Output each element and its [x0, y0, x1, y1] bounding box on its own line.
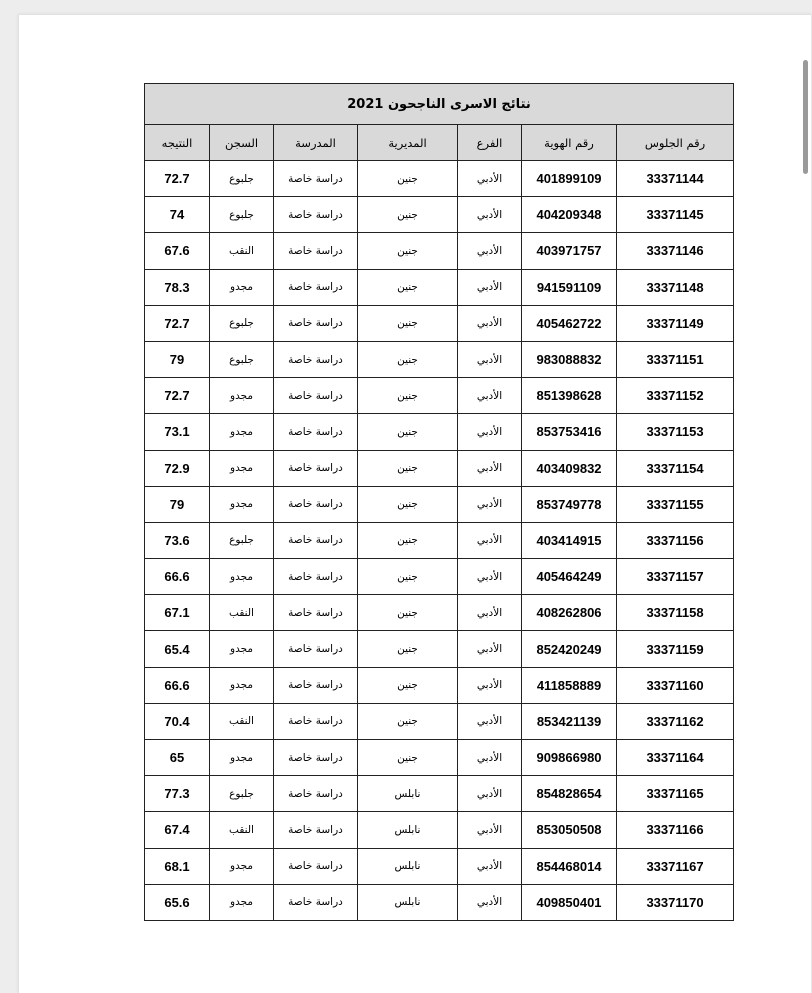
prison-cell: مجدو — [210, 269, 274, 305]
table-row — [145, 631, 734, 667]
table-row — [145, 740, 734, 776]
id-number-cell: 909866980 — [522, 740, 617, 776]
id-number-cell: 852420249 — [522, 631, 617, 667]
id-number-cell: 404209348 — [522, 197, 617, 233]
seat-number-cell: 33371158 — [617, 595, 734, 631]
branch-cell: الأدبي — [458, 341, 522, 377]
table-row — [145, 414, 734, 450]
seat-number-cell: 33371153 — [617, 414, 734, 450]
column-header-branch: الفرع — [458, 125, 522, 161]
table-row — [145, 776, 734, 812]
prison-cell: جلبوع — [210, 197, 274, 233]
branch-cell: الأدبي — [458, 161, 522, 197]
table-row — [145, 341, 734, 377]
prison-cell: النقب — [210, 703, 274, 739]
directorate-cell: جنين — [358, 233, 458, 269]
school-cell: دراسة خاصة — [274, 450, 358, 486]
result-cell: 73.1 — [145, 414, 210, 450]
result-cell: 65.4 — [145, 631, 210, 667]
id-number-cell: 854468014 — [522, 848, 617, 884]
school-cell: دراسة خاصة — [274, 884, 358, 920]
directorate-cell: جنين — [358, 450, 458, 486]
table-row — [145, 595, 734, 631]
prison-cell: مجدو — [210, 378, 274, 414]
directorate-cell: جنين — [358, 486, 458, 522]
branch-cell: الأدبي — [458, 559, 522, 595]
id-number-cell: 403409832 — [522, 450, 617, 486]
prison-cell: مجدو — [210, 848, 274, 884]
directorate-cell: جنين — [358, 341, 458, 377]
column-header-prison: السجن — [210, 125, 274, 161]
directorate-cell: جنين — [358, 703, 458, 739]
id-number-cell: 941591109 — [522, 269, 617, 305]
result-cell: 66.6 — [145, 667, 210, 703]
table-row — [145, 161, 734, 197]
table-row — [145, 233, 734, 269]
directorate-cell: جنين — [358, 305, 458, 341]
id-number-cell: 408262806 — [522, 595, 617, 631]
seat-number-cell: 33371170 — [617, 884, 734, 920]
table-row — [145, 848, 734, 884]
branch-cell: الأدبي — [458, 378, 522, 414]
directorate-cell: جنين — [358, 161, 458, 197]
directorate-cell: نابلس — [358, 884, 458, 920]
result-cell: 67.6 — [145, 233, 210, 269]
branch-cell: الأدبي — [458, 486, 522, 522]
table-row — [145, 269, 734, 305]
school-cell: دراسة خاصة — [274, 667, 358, 703]
school-cell: دراسة خاصة — [274, 631, 358, 667]
id-number-cell: 403971757 — [522, 233, 617, 269]
branch-cell: الأدبي — [458, 305, 522, 341]
table-row — [145, 812, 734, 848]
id-number-cell: 405462722 — [522, 305, 617, 341]
directorate-cell: نابلس — [358, 812, 458, 848]
school-cell: دراسة خاصة — [274, 486, 358, 522]
directorate-cell: جنين — [358, 414, 458, 450]
prison-cell: مجدو — [210, 559, 274, 595]
seat-number-cell: 33371164 — [617, 740, 734, 776]
prison-cell: جلبوع — [210, 776, 274, 812]
branch-cell: الأدبي — [458, 776, 522, 812]
branch-cell: الأدبي — [458, 812, 522, 848]
seat-number-cell: 33371156 — [617, 522, 734, 558]
column-header-result: النتيجه — [145, 125, 210, 161]
id-number-cell: 853753416 — [522, 414, 617, 450]
seat-number-cell: 33371157 — [617, 559, 734, 595]
seat-number-cell: 33371152 — [617, 378, 734, 414]
branch-cell: الأدبي — [458, 884, 522, 920]
result-cell: 72.9 — [145, 450, 210, 486]
prison-cell: جلبوع — [210, 161, 274, 197]
result-cell: 66.6 — [145, 559, 210, 595]
table-header-row — [145, 125, 734, 161]
id-number-cell: 851398628 — [522, 378, 617, 414]
prison-cell: النقب — [210, 233, 274, 269]
directorate-cell: جنين — [358, 378, 458, 414]
seat-number-cell: 33371167 — [617, 848, 734, 884]
result-cell: 77.3 — [145, 776, 210, 812]
seat-number-cell: 33371159 — [617, 631, 734, 667]
seat-number-cell: 33371160 — [617, 667, 734, 703]
result-cell: 78.3 — [145, 269, 210, 305]
school-cell: دراسة خاصة — [274, 559, 358, 595]
prison-cell: مجدو — [210, 450, 274, 486]
prison-cell: جلبوع — [210, 341, 274, 377]
branch-cell: الأدبي — [458, 450, 522, 486]
result-cell: 67.1 — [145, 595, 210, 631]
seat-number-cell: 33371162 — [617, 703, 734, 739]
branch-cell: الأدبي — [458, 848, 522, 884]
directorate-cell: جنين — [358, 197, 458, 233]
seat-number-cell: 33371154 — [617, 450, 734, 486]
school-cell: دراسة خاصة — [274, 595, 358, 631]
directorate-cell: جنين — [358, 740, 458, 776]
seat-number-cell: 33371155 — [617, 486, 734, 522]
branch-cell: الأدبي — [458, 631, 522, 667]
table-row — [145, 378, 734, 414]
prison-cell: مجدو — [210, 667, 274, 703]
result-cell: 72.7 — [145, 305, 210, 341]
directorate-cell: جنين — [358, 667, 458, 703]
seat-number-cell: 33371148 — [617, 269, 734, 305]
school-cell: دراسة خاصة — [274, 848, 358, 884]
table-row — [145, 450, 734, 486]
school-cell: دراسة خاصة — [274, 812, 358, 848]
table-row — [145, 522, 734, 558]
table-row — [145, 884, 734, 920]
seat-number-cell: 33371144 — [617, 161, 734, 197]
branch-cell: الأدبي — [458, 233, 522, 269]
seat-number-cell: 33371146 — [617, 233, 734, 269]
school-cell: دراسة خاصة — [274, 414, 358, 450]
branch-cell: الأدبي — [458, 269, 522, 305]
seat-number-cell: 33371145 — [617, 197, 734, 233]
result-cell: 73.6 — [145, 522, 210, 558]
column-header-school: المدرسة — [274, 125, 358, 161]
result-cell: 70.4 — [145, 703, 210, 739]
vertical-scrollbar[interactable] — [803, 60, 808, 174]
directorate-cell: جنين — [358, 631, 458, 667]
table-row — [145, 305, 734, 341]
result-cell: 68.1 — [145, 848, 210, 884]
prison-cell: مجدو — [210, 414, 274, 450]
id-number-cell: 853749778 — [522, 486, 617, 522]
result-cell: 74 — [145, 197, 210, 233]
branch-cell: الأدبي — [458, 740, 522, 776]
table-row — [145, 703, 734, 739]
id-number-cell: 405464249 — [522, 559, 617, 595]
directorate-cell: نابلس — [358, 776, 458, 812]
school-cell: دراسة خاصة — [274, 703, 358, 739]
school-cell: دراسة خاصة — [274, 305, 358, 341]
school-cell: دراسة خاصة — [274, 378, 358, 414]
directorate-cell: جنين — [358, 522, 458, 558]
directorate-cell: جنين — [358, 559, 458, 595]
branch-cell: الأدبي — [458, 595, 522, 631]
result-cell: 72.7 — [145, 378, 210, 414]
school-cell: دراسة خاصة — [274, 197, 358, 233]
branch-cell: الأدبي — [458, 522, 522, 558]
id-number-cell: 853050508 — [522, 812, 617, 848]
table-row — [145, 559, 734, 595]
seat-number-cell: 33371149 — [617, 305, 734, 341]
seat-number-cell: 33371166 — [617, 812, 734, 848]
school-cell: دراسة خاصة — [274, 161, 358, 197]
seat-number-cell: 33371151 — [617, 341, 734, 377]
branch-cell: الأدبي — [458, 197, 522, 233]
prison-cell: النقب — [210, 595, 274, 631]
prison-cell: مجدو — [210, 486, 274, 522]
directorate-cell: نابلس — [358, 848, 458, 884]
directorate-cell: جنين — [358, 595, 458, 631]
column-header-id-number: رقم الهوية — [522, 125, 617, 161]
school-cell: دراسة خاصة — [274, 776, 358, 812]
prison-cell: جلبوع — [210, 522, 274, 558]
directorate-cell: جنين — [358, 269, 458, 305]
seat-number-cell: 33371165 — [617, 776, 734, 812]
school-cell: دراسة خاصة — [274, 269, 358, 305]
table-title: نتائج الاسرى الناجحون 2021 — [145, 84, 734, 125]
result-cell: 72.7 — [145, 161, 210, 197]
column-header-directorate: المديرية — [358, 125, 458, 161]
school-cell: دراسة خاصة — [274, 740, 358, 776]
prison-cell: مجدو — [210, 740, 274, 776]
table-row — [145, 667, 734, 703]
prison-cell: النقب — [210, 812, 274, 848]
school-cell: دراسة خاصة — [274, 233, 358, 269]
school-cell: دراسة خاصة — [274, 522, 358, 558]
results-table — [144, 83, 734, 921]
prison-cell: جلبوع — [210, 305, 274, 341]
column-header-seat-number: رقم الجلوس — [617, 125, 734, 161]
branch-cell: الأدبي — [458, 703, 522, 739]
id-number-cell: 401899109 — [522, 161, 617, 197]
prison-cell: مجدو — [210, 884, 274, 920]
table-title-row — [145, 84, 734, 125]
table-row — [145, 197, 734, 233]
branch-cell: الأدبي — [458, 414, 522, 450]
id-number-cell: 983088832 — [522, 341, 617, 377]
id-number-cell: 411858889 — [522, 667, 617, 703]
school-cell: دراسة خاصة — [274, 341, 358, 377]
result-cell: 65 — [145, 740, 210, 776]
result-cell: 67.4 — [145, 812, 210, 848]
id-number-cell: 409850401 — [522, 884, 617, 920]
result-cell: 65.6 — [145, 884, 210, 920]
id-number-cell: 854828654 — [522, 776, 617, 812]
table-row — [145, 486, 734, 522]
result-cell: 79 — [145, 341, 210, 377]
branch-cell: الأدبي — [458, 667, 522, 703]
prison-cell: مجدو — [210, 631, 274, 667]
result-cell: 79 — [145, 486, 210, 522]
id-number-cell: 853421139 — [522, 703, 617, 739]
id-number-cell: 403414915 — [522, 522, 617, 558]
